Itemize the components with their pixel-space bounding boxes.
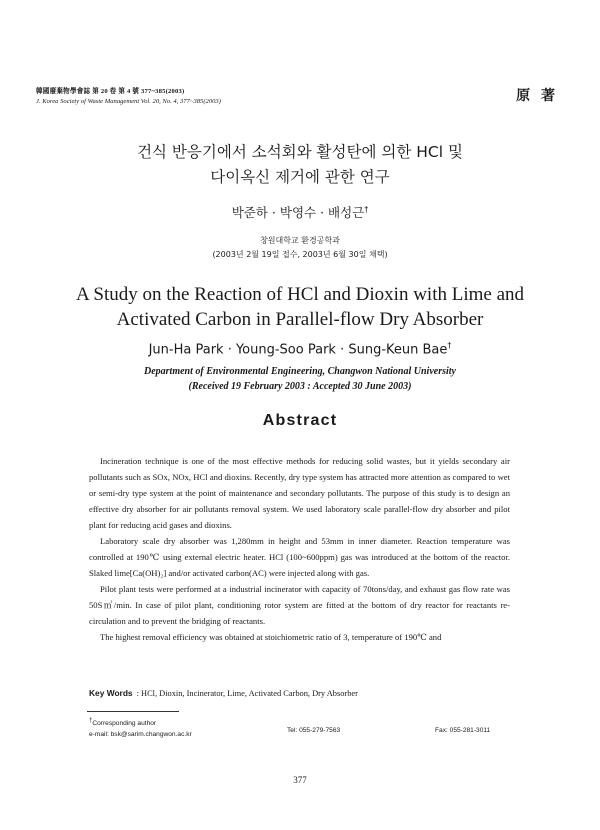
abstract-paragraph-2: Laboratory scale dry absorber was 1,280mm in height and 53mm in inner diameter. Reaction temperature was controlled at 190℃ using external electric heater. HCl (100~600ppm) gas was introduced at the bottom of the reactor. Slaked lime[Ca(OH)₂] and/or activated carbon(AC) were injected along with gas.: [89, 536, 510, 578]
korean-authors: [0, 203, 600, 221]
keywords: [89, 688, 358, 698]
korean-affiliation: [0, 234, 600, 262]
english-affiliation: [0, 364, 600, 394]
footnote: [89, 716, 192, 740]
corresponding-mark: †: [364, 204, 369, 214]
page-number: 377: [293, 775, 307, 785]
korean-title-line-2: 다이옥신 제거에 관한 연구: [210, 168, 390, 186]
footnote-label: Corresponding author: [92, 720, 157, 728]
footnote-tel: Tel: 055-279-7563: [287, 727, 341, 734]
journal-header: [36, 87, 221, 107]
english-title: [0, 282, 600, 332]
abstract-paragraph-3: Pilot plant tests were performed at a industrial incinerator with capacity of 70tons/day, and exhaust gas flow rate was 50S㎥/min. In case of pilot plant, conditioning rotor system are fitted at the bottom of dry reactor for reactants re-circulation and to prevent the bridging of reactants.: [89, 584, 510, 626]
article-type-badge: 原 著: [516, 88, 558, 104]
korean-author-names: 박준하 · 박영수 · 배성근: [231, 205, 365, 220]
english-affiliation-name: Department of Environmental Engineering, Changwon National University: [144, 366, 456, 377]
english-title-line-1: A Study on the Reaction of HCl and Dioxin with Lime and: [75, 284, 525, 305]
korean-title-line-1: 건식 반응기에서 소석회와 활성탄에 의한 HCl 및: [137, 143, 463, 161]
footnote-email: e-mail: bsk@sarim.changwon.ac.kr: [89, 731, 192, 739]
abstract-paragraph-4: The highest removal efficiency was obtained at stoichiometric ratio of 3, temperature of 190℃ and: [100, 632, 442, 642]
footnote-fax: Fax: 055-281-3011: [435, 727, 491, 734]
english-title-line-2: Activated Carbon in Parallel-flow Dry Absorber: [116, 309, 484, 330]
journal-title-english: J. Korea Society of Waste Management Vol. 20, No. 4, 377~385(2003): [36, 98, 221, 105]
journal-title-korean: 韓國廢棄物學會誌 第 20 卷 第 4 號 377~385(2003): [36, 88, 185, 95]
footnote-divider: [87, 711, 179, 712]
korean-title: [0, 140, 600, 190]
abstract-body: [89, 453, 510, 645]
abstract-paragraph-1: Incineration technique is one of the most effective methods for reducing solid wastes, but it yields secondary air pollutants such as SOx, NOx, HCl and dioxins. Recently, dry type system has attracted more attention as compared to wet or semi-dry type system at the point of maintenance and secondary pollutants. The purpose of this study is to design an effective dry absorber for air pollutants removal system. We used laboratory scale parallel-flow dry absorber and pilot plant for reducing acid gases and dioxins.: [89, 456, 510, 530]
abstract-heading: Abstract: [262, 412, 338, 429]
footnote-mark: †: [89, 718, 93, 724]
korean-affiliation-name: 창원대학교 환경공학과: [260, 236, 340, 245]
keywords-label: Key Words: [89, 688, 133, 698]
english-author-names: Jun-Ha Park · Young-Soo Park · Sung-Keun Bae: [148, 342, 448, 358]
english-dates: (Received 19 February 2003 : Accepted 30 June 2003): [188, 381, 412, 392]
keywords-list: : HCl, Dioxin, Incinerator, Lime, Activated Carbon, Dry Absorber: [136, 689, 358, 698]
corresponding-mark: †: [447, 341, 452, 350]
korean-dates: (2003년 2월 19일 접수, 2003년 6월 30일 채택): [212, 250, 388, 259]
english-authors: [0, 341, 600, 357]
